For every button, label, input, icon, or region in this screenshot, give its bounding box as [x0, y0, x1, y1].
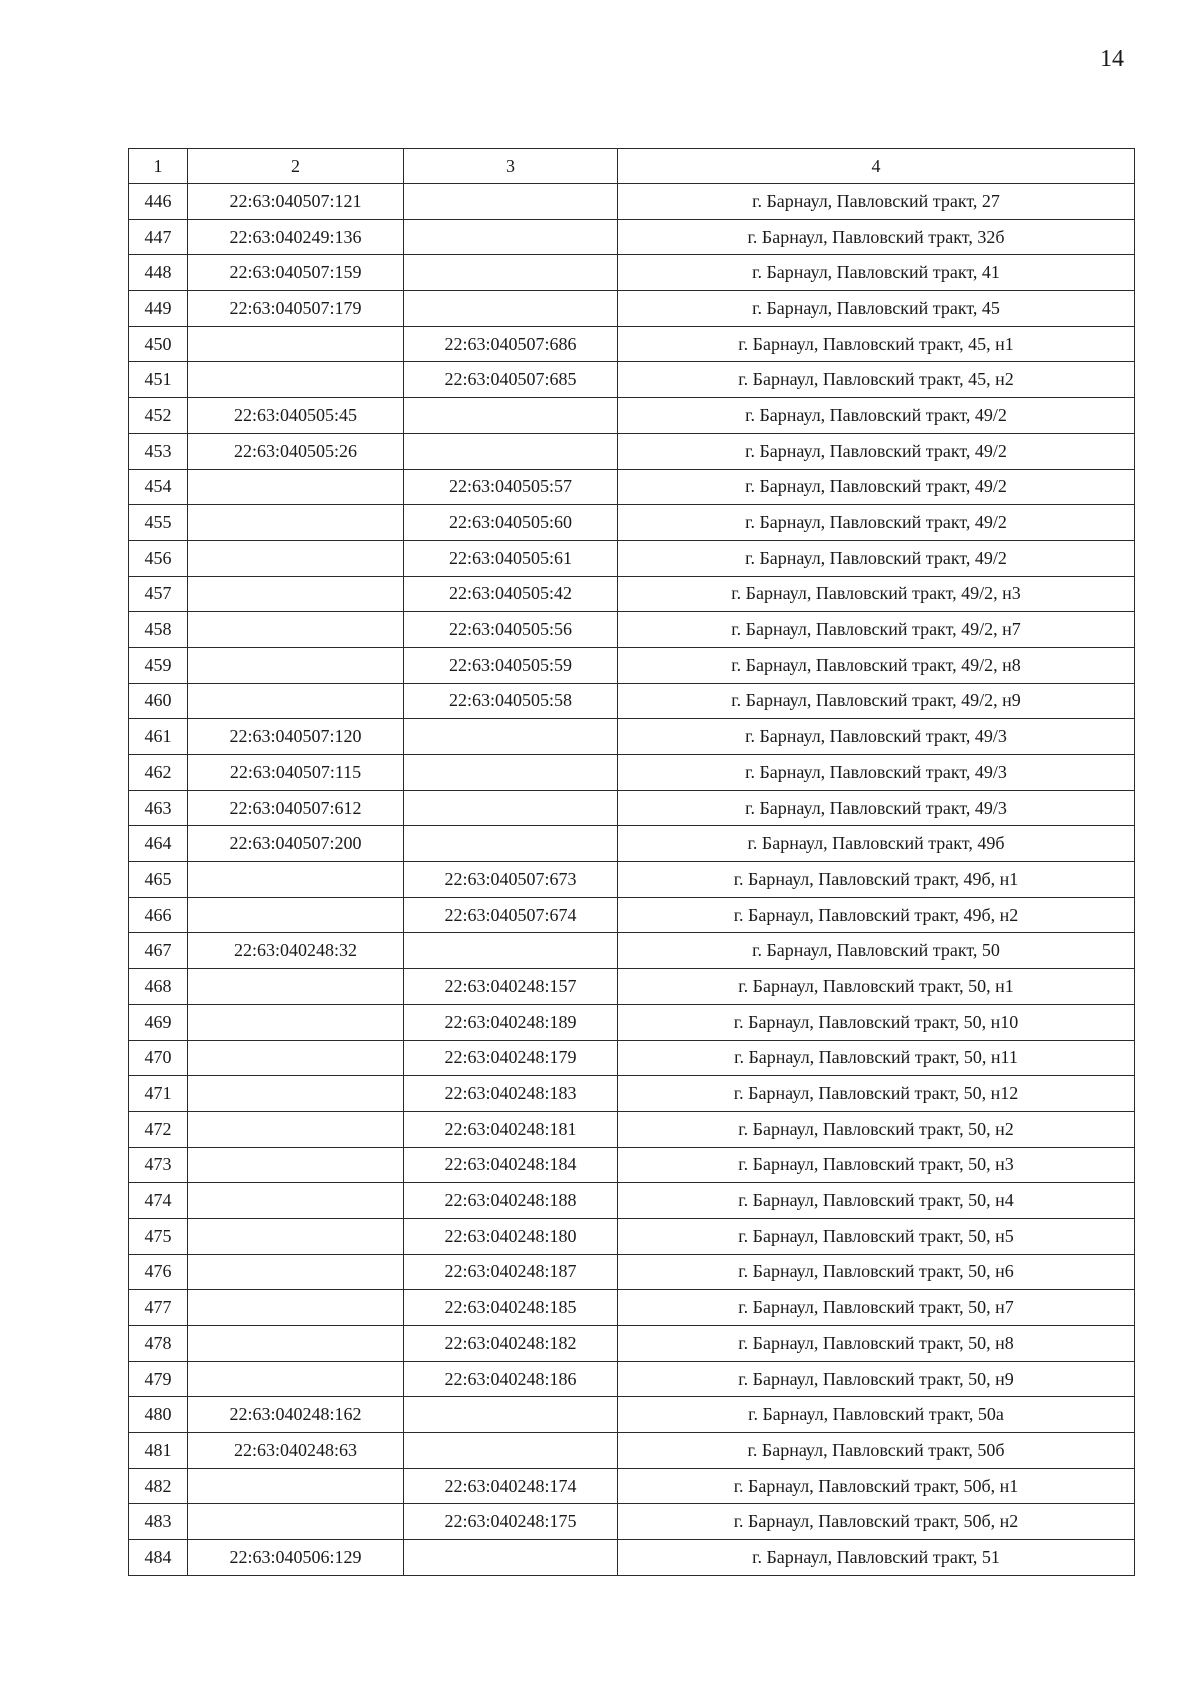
row-number-cell: 476	[129, 1254, 188, 1290]
table-row	[129, 1540, 1135, 1576]
land-cadastral-number-cell: 22:63:040248:63	[188, 1433, 404, 1469]
land-cadastral-number-cell	[188, 540, 404, 576]
building-cadastral-number-cell	[404, 291, 618, 327]
land-cadastral-number-cell	[188, 1183, 404, 1219]
row-number-cell: 472	[129, 1111, 188, 1147]
land-cadastral-number-cell: 22:63:040505:26	[188, 433, 404, 469]
land-cadastral-number-cell: 22:63:040507:121	[188, 184, 404, 220]
table-row	[129, 1468, 1135, 1504]
row-number-cell: 461	[129, 719, 188, 755]
table-row	[129, 719, 1135, 755]
address-cell: г. Барнаул, Павловский тракт, 49/2	[618, 469, 1135, 505]
address-cell: г. Барнаул, Павловский тракт, 49/2	[618, 540, 1135, 576]
address-cell: г. Барнаул, Павловский тракт, 49/2, н8	[618, 647, 1135, 683]
land-cadastral-number-cell	[188, 1076, 404, 1112]
table-row	[129, 1433, 1135, 1469]
land-cadastral-number-cell: 22:63:040507:159	[188, 255, 404, 291]
land-cadastral-number-cell	[188, 612, 404, 648]
table-row	[129, 326, 1135, 362]
building-cadastral-number-cell: 22:63:040248:184	[404, 1147, 618, 1183]
address-cell: г. Барнаул, Павловский тракт, 50, н7	[618, 1290, 1135, 1326]
table-row	[129, 1290, 1135, 1326]
land-cadastral-number-cell	[188, 469, 404, 505]
address-cell: г. Барнаул, Павловский тракт, 32б	[618, 219, 1135, 255]
building-cadastral-number-cell	[404, 790, 618, 826]
land-cadastral-number-cell: 22:63:040507:200	[188, 826, 404, 862]
table-row	[129, 469, 1135, 505]
row-number-cell: 462	[129, 755, 188, 791]
building-cadastral-number-cell	[404, 755, 618, 791]
row-number-cell: 446	[129, 184, 188, 220]
address-cell: г. Барнаул, Павловский тракт, 45, н2	[618, 362, 1135, 398]
table-row	[129, 897, 1135, 933]
address-cell: г. Барнаул, Павловский тракт, 50б, н2	[618, 1504, 1135, 1540]
land-cadastral-number-cell	[188, 1254, 404, 1290]
land-cadastral-number-cell	[188, 362, 404, 398]
row-number-cell: 482	[129, 1468, 188, 1504]
land-cadastral-number-cell	[188, 647, 404, 683]
address-cell: г. Барнаул, Павловский тракт, 50б, н1	[618, 1468, 1135, 1504]
row-number-cell: 455	[129, 505, 188, 541]
table-row	[129, 1361, 1135, 1397]
land-cadastral-number-cell	[188, 897, 404, 933]
building-cadastral-number-cell: 22:63:040505:56	[404, 612, 618, 648]
address-cell: г. Барнаул, Павловский тракт, 45	[618, 291, 1135, 327]
table-row	[129, 683, 1135, 719]
table-row	[129, 647, 1135, 683]
table-row	[129, 576, 1135, 612]
building-cadastral-number-cell	[404, 933, 618, 969]
building-cadastral-number-cell: 22:63:040248:187	[404, 1254, 618, 1290]
address-cell: г. Барнаул, Павловский тракт, 50, н8	[618, 1326, 1135, 1362]
building-cadastral-number-cell	[404, 184, 618, 220]
table-row	[129, 1147, 1135, 1183]
table-row	[129, 1111, 1135, 1147]
table-row	[129, 612, 1135, 648]
row-number-cell: 468	[129, 969, 188, 1005]
building-cadastral-number-cell: 22:63:040505:59	[404, 647, 618, 683]
address-cell: г. Барнаул, Павловский тракт, 50а	[618, 1397, 1135, 1433]
address-cell: г. Барнаул, Павловский тракт, 49б, н2	[618, 897, 1135, 933]
address-cell: г. Барнаул, Павловский тракт, 49/2, н3	[618, 576, 1135, 612]
address-cell: г. Барнаул, Павловский тракт, 50, н11	[618, 1040, 1135, 1076]
building-cadastral-number-cell: 22:63:040507:674	[404, 897, 618, 933]
row-number-cell: 456	[129, 540, 188, 576]
row-number-cell: 447	[129, 219, 188, 255]
table-row	[129, 933, 1135, 969]
building-cadastral-number-cell: 22:63:040248:180	[404, 1218, 618, 1254]
row-number-cell: 450	[129, 326, 188, 362]
land-cadastral-number-cell	[188, 1040, 404, 1076]
header-row	[129, 149, 1135, 184]
row-number-cell: 465	[129, 862, 188, 898]
building-cadastral-number-cell: 22:63:040248:185	[404, 1290, 618, 1326]
row-number-cell: 464	[129, 826, 188, 862]
table-row	[129, 1397, 1135, 1433]
land-cadastral-number-cell: 22:63:040507:115	[188, 755, 404, 791]
land-cadastral-number-cell	[188, 505, 404, 541]
row-number-cell: 470	[129, 1040, 188, 1076]
address-cell: г. Барнаул, Павловский тракт, 50, н6	[618, 1254, 1135, 1290]
land-cadastral-number-cell	[188, 576, 404, 612]
table-row	[129, 826, 1135, 862]
building-cadastral-number-cell: 22:63:040248:175	[404, 1504, 618, 1540]
row-number-cell: 449	[129, 291, 188, 327]
table-row	[129, 1326, 1135, 1362]
building-cadastral-number-cell: 22:63:040505:60	[404, 505, 618, 541]
address-cell: г. Барнаул, Павловский тракт, 49/3	[618, 719, 1135, 755]
building-cadastral-number-cell: 22:63:040248:181	[404, 1111, 618, 1147]
building-cadastral-number-cell	[404, 719, 618, 755]
address-cell: г. Барнаул, Павловский тракт, 51	[618, 1540, 1135, 1576]
row-number-cell: 478	[129, 1326, 188, 1362]
row-number-cell: 483	[129, 1504, 188, 1540]
table-row	[129, 1040, 1135, 1076]
address-cell: г. Барнаул, Павловский тракт, 50, н2	[618, 1111, 1135, 1147]
building-cadastral-number-cell	[404, 398, 618, 434]
table-row	[129, 790, 1135, 826]
land-cadastral-number-cell: 22:63:040507:179	[188, 291, 404, 327]
land-cadastral-number-cell	[188, 1504, 404, 1540]
address-cell: г. Барнаул, Павловский тракт, 50, н3	[618, 1147, 1135, 1183]
building-cadastral-number-cell	[404, 255, 618, 291]
address-cell: г. Барнаул, Павловский тракт, 49б	[618, 826, 1135, 862]
land-cadastral-number-cell: 22:63:040248:32	[188, 933, 404, 969]
building-cadastral-number-cell	[404, 1433, 618, 1469]
address-cell: г. Барнаул, Павловский тракт, 27	[618, 184, 1135, 220]
table-row	[129, 184, 1135, 220]
land-cadastral-number-cell	[188, 969, 404, 1005]
land-cadastral-number-cell: 22:63:040505:45	[188, 398, 404, 434]
row-number-cell: 459	[129, 647, 188, 683]
table-row	[129, 219, 1135, 255]
row-number-cell: 457	[129, 576, 188, 612]
building-cadastral-number-cell: 22:63:040248:157	[404, 969, 618, 1005]
land-cadastral-number-cell	[188, 1290, 404, 1326]
table-row	[129, 433, 1135, 469]
row-number-cell: 480	[129, 1397, 188, 1433]
table-row	[129, 540, 1135, 576]
table-row	[129, 1004, 1135, 1040]
building-cadastral-number-cell	[404, 1540, 618, 1576]
land-cadastral-number-cell	[188, 1147, 404, 1183]
table-row	[129, 1504, 1135, 1540]
land-cadastral-number-cell	[188, 1218, 404, 1254]
address-cell: г. Барнаул, Павловский тракт, 50, н1	[618, 969, 1135, 1005]
row-number-cell: 477	[129, 1290, 188, 1326]
land-cadastral-number-cell	[188, 1326, 404, 1362]
row-number-cell: 458	[129, 612, 188, 648]
table-row	[129, 362, 1135, 398]
address-cell: г. Барнаул, Павловский тракт, 49/2, н9	[618, 683, 1135, 719]
address-cell: г. Барнаул, Павловский тракт, 49/3	[618, 755, 1135, 791]
row-number-cell: 460	[129, 683, 188, 719]
row-number-cell: 471	[129, 1076, 188, 1112]
building-cadastral-number-cell: 22:63:040248:188	[404, 1183, 618, 1219]
building-cadastral-number-cell	[404, 826, 618, 862]
address-cell: г. Барнаул, Павловский тракт, 50	[618, 933, 1135, 969]
table-row	[129, 862, 1135, 898]
building-cadastral-number-cell: 22:63:040248:189	[404, 1004, 618, 1040]
row-number-cell: 469	[129, 1004, 188, 1040]
row-number-cell: 453	[129, 433, 188, 469]
land-cadastral-number-cell: 22:63:040248:162	[188, 1397, 404, 1433]
address-cell: г. Барнаул, Павловский тракт, 45, н1	[618, 326, 1135, 362]
address-cell: г. Барнаул, Павловский тракт, 49б, н1	[618, 862, 1135, 898]
building-cadastral-number-cell	[404, 433, 618, 469]
table-row	[129, 1218, 1135, 1254]
column-header-3: 3	[404, 149, 618, 184]
land-cadastral-number-cell: 22:63:040507:612	[188, 790, 404, 826]
table-row	[129, 505, 1135, 541]
row-number-cell: 454	[129, 469, 188, 505]
row-number-cell: 474	[129, 1183, 188, 1219]
table-row	[129, 1076, 1135, 1112]
building-cadastral-number-cell: 22:63:040507:673	[404, 862, 618, 898]
table-row	[129, 1183, 1135, 1219]
land-cadastral-number-cell: 22:63:040507:120	[188, 719, 404, 755]
address-cell: г. Барнаул, Павловский тракт, 49/2	[618, 398, 1135, 434]
address-cell: г. Барнаул, Павловский тракт, 49/2	[618, 505, 1135, 541]
row-number-cell: 481	[129, 1433, 188, 1469]
land-cadastral-number-cell	[188, 1111, 404, 1147]
property-table	[128, 148, 1135, 1576]
land-cadastral-number-cell: 22:63:040506:129	[188, 1540, 404, 1576]
building-cadastral-number-cell: 22:63:040507:685	[404, 362, 618, 398]
row-number-cell: 484	[129, 1540, 188, 1576]
row-number-cell: 451	[129, 362, 188, 398]
building-cadastral-number-cell: 22:63:040248:182	[404, 1326, 618, 1362]
building-cadastral-number-cell: 22:63:040248:179	[404, 1040, 618, 1076]
building-cadastral-number-cell: 22:63:040248:174	[404, 1468, 618, 1504]
land-cadastral-number-cell	[188, 683, 404, 719]
building-cadastral-number-cell: 22:63:040248:183	[404, 1076, 618, 1112]
building-cadastral-number-cell: 22:63:040505:61	[404, 540, 618, 576]
table-body	[129, 184, 1135, 1576]
address-cell: г. Барнаул, Павловский тракт, 50, н4	[618, 1183, 1135, 1219]
address-cell: г. Барнаул, Павловский тракт, 50, н10	[618, 1004, 1135, 1040]
address-cell: г. Барнаул, Павловский тракт, 50б	[618, 1433, 1135, 1469]
column-header-1: 1	[129, 149, 188, 184]
row-number-cell: 479	[129, 1361, 188, 1397]
table-row	[129, 755, 1135, 791]
land-cadastral-number-cell	[188, 1361, 404, 1397]
land-cadastral-number-cell	[188, 1004, 404, 1040]
row-number-cell: 463	[129, 790, 188, 826]
address-cell: г. Барнаул, Павловский тракт, 50, н5	[618, 1218, 1135, 1254]
address-cell: г. Барнаул, Павловский тракт, 41	[618, 255, 1135, 291]
address-cell: г. Барнаул, Павловский тракт, 49/2, н7	[618, 612, 1135, 648]
table-row	[129, 255, 1135, 291]
row-number-cell: 466	[129, 897, 188, 933]
table-row	[129, 969, 1135, 1005]
row-number-cell: 452	[129, 398, 188, 434]
building-cadastral-number-cell: 22:63:040507:686	[404, 326, 618, 362]
building-cadastral-number-cell: 22:63:040248:186	[404, 1361, 618, 1397]
address-cell: г. Барнаул, Павловский тракт, 49/3	[618, 790, 1135, 826]
row-number-cell: 473	[129, 1147, 188, 1183]
page-number: 14	[1100, 46, 1124, 72]
land-cadastral-number-cell	[188, 326, 404, 362]
table-row	[129, 1254, 1135, 1290]
address-cell: г. Барнаул, Павловский тракт, 50, н9	[618, 1361, 1135, 1397]
land-cadastral-number-cell	[188, 862, 404, 898]
row-number-cell: 448	[129, 255, 188, 291]
building-cadastral-number-cell: 22:63:040505:58	[404, 683, 618, 719]
row-number-cell: 475	[129, 1218, 188, 1254]
column-header-4: 4	[618, 149, 1135, 184]
building-cadastral-number-cell	[404, 1397, 618, 1433]
column-header-2: 2	[188, 149, 404, 184]
row-number-cell: 467	[129, 933, 188, 969]
building-cadastral-number-cell: 22:63:040505:57	[404, 469, 618, 505]
land-cadastral-number-cell: 22:63:040249:136	[188, 219, 404, 255]
table-row	[129, 291, 1135, 327]
land-cadastral-number-cell	[188, 1468, 404, 1504]
address-cell: г. Барнаул, Павловский тракт, 50, н12	[618, 1076, 1135, 1112]
building-cadastral-number-cell	[404, 219, 618, 255]
table-row	[129, 398, 1135, 434]
building-cadastral-number-cell: 22:63:040505:42	[404, 576, 618, 612]
address-cell: г. Барнаул, Павловский тракт, 49/2	[618, 433, 1135, 469]
